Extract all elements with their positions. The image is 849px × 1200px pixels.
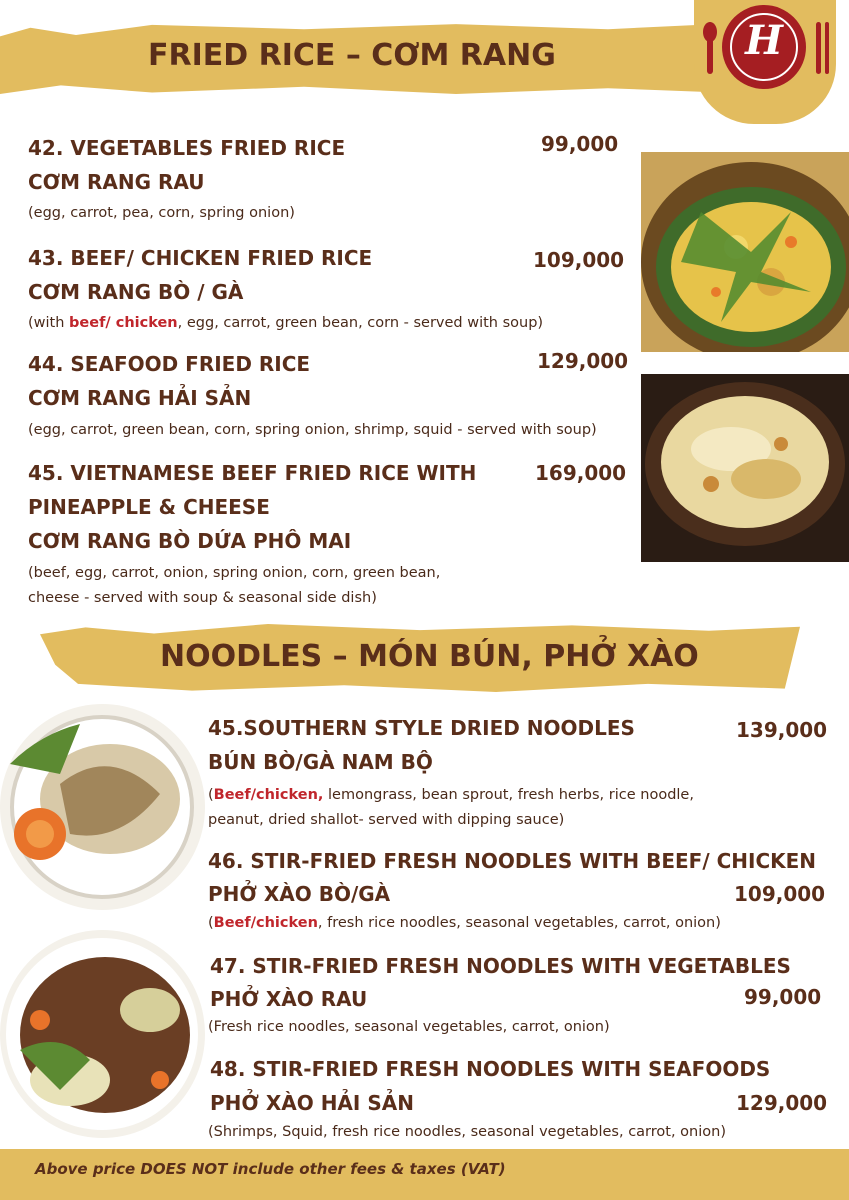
pineapple-cheese-fried-rice-photo [641,374,849,562]
item-45-name-en-line2: PINEAPPLE & CHEESE [28,495,270,519]
item-43-description: (with beef/ chicken, egg, carrot, green bean, corn - served with soup) [28,315,544,331]
item-47-name-vi: PHỞ XÀO RAU [210,987,368,1011]
item-45-name-vi: CƠM RANG BÒ DỨA PHÔ MAI [28,529,352,553]
item-45-description-line2: cheese - served with soup & seasonal side dish) [28,590,377,606]
item-44-price: 129,000 [537,349,629,373]
item-48-name-vi: PHỞ XÀO HẢI SẢN [210,1091,414,1115]
dried-noodles-photo [0,704,205,910]
item-44-name-vi: CƠM RANG HẢI SẢN [28,386,252,410]
fried-rice-title: FRIED RICE – CƠM RANG [148,38,556,73]
item-46-name-en: 46. STIR-FRIED FRESH NOODLES WITH BEEF/ CHICKEN [208,849,817,873]
spoon-bowl-icon [703,22,717,42]
item-46-description: (Beef/chicken, fresh rice noodles, seasonal vegetables, carrot, onion) [208,915,721,931]
logo-letter: H [745,17,783,64]
item-42-name-en: 42. VEGETABLES FRIED RICE [28,136,346,160]
item-42-description: (egg, carrot, pea, corn, spring onion) [28,205,295,221]
stir-fried-noodles-photo [0,930,205,1138]
item-44-description: (egg, carrot, green bean, corn, spring onion, shrimp, squid - served with soup) [28,422,597,438]
item-45-noodles-name-vi: BÚN BÒ/GÀ NAM BỘ [208,750,433,774]
item-48-description: (Shrimps, Squid, fresh rice noodles, seasonal vegetables, carrot, onion) [208,1124,726,1140]
item-42-name-vi: CƠM RANG RAU [28,170,205,194]
item-43-price: 109,000 [533,248,625,272]
footer-note: Above price DOES NOT include other fees & taxes (VAT) [35,1160,506,1178]
item-47-description: (Fresh rice noodles, seasonal vegetables, carrot, onion) [208,1019,610,1035]
item-47-name-en: 47. STIR-FRIED FRESH NOODLES WITH VEGETABLES [210,954,791,978]
item-45-name-en: 45. VIETNAMESE BEEF FRIED RICE WITH [28,461,477,485]
knife-icon [825,22,829,74]
fork-icon [816,22,821,74]
item-45-price: 169,000 [535,461,627,485]
item-46-name-vi: PHỞ XÀO BÒ/GÀ [208,882,391,906]
item-46-price: 109,000 [734,882,826,906]
item-43-name-vi: CƠM RANG BÒ / GÀ [28,280,244,304]
item-45-noodles-description: (Beef/chicken, lemongrass, bean sprout, fresh herbs, rice noodle, [208,787,694,803]
item-42-price: 99,000 [541,132,619,156]
item-45-description: (beef, egg, carrot, onion, spring onion, corn, green bean, [28,565,441,581]
item-45-noodles-name-en: 45.SOUTHERN STYLE DRIED NOODLES [208,716,635,740]
vegetable-fried-rice-photo [641,152,849,352]
item-48-name-en: 48. STIR-FRIED FRESH NOODLES WITH SEAFOODS [210,1057,771,1081]
item-43-name-en: 43. BEEF/ CHICKEN FRIED RICE [28,246,373,270]
item-48-price: 129,000 [736,1091,828,1115]
noodles-title: NOODLES – MÓN BÚN, PHỞ XÀO [160,639,699,674]
item-45-noodles-price: 139,000 [736,718,828,742]
item-47-price: 99,000 [744,985,822,1009]
item-45-noodles-description-line2: peanut, dried shallot- served with dipping sauce) [208,812,565,828]
item-44-name-en: 44. SEAFOOD FRIED RICE [28,352,311,376]
